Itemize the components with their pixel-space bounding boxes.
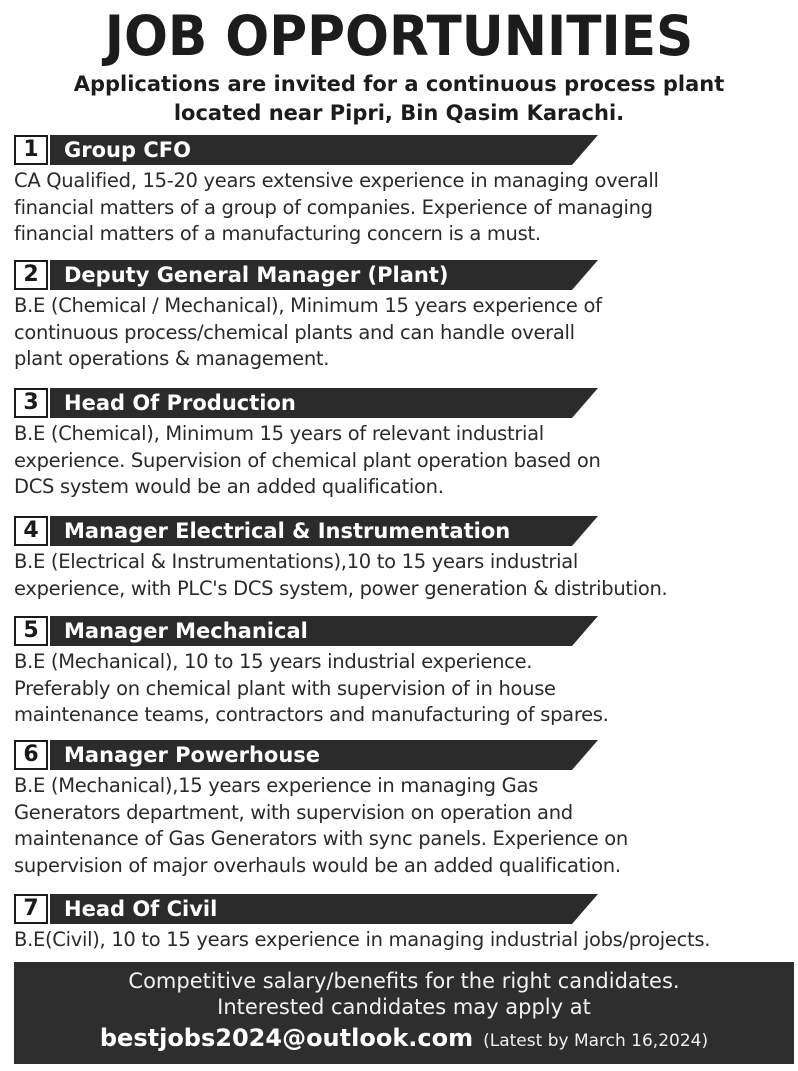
job-listing-1 <box>14 135 794 248</box>
intro-text <box>0 70 798 128</box>
job-title: Head Of Civil <box>64 897 218 921</box>
job-header <box>14 516 794 546</box>
job-number: 6 <box>14 740 48 770</box>
job-description: CA Qualified, 15-20 years extensive experience in managing overall financial matters of a group of companies. Experience of managing financial matters of a manufacturing concern is a must. <box>14 169 659 245</box>
job-description: B.E (Mechanical),15 years experience in managing Gas Generators department, with supervision on operation and maintenance of Gas Generators with sync panels. Experience on supervision of major overhauls would be an added qualification. <box>14 774 628 877</box>
job-header <box>14 616 794 646</box>
intro-line-2: located near Pipri, Bin Qasim Karachi. <box>173 101 625 125</box>
job-title: Group CFO <box>64 138 191 162</box>
job-header <box>14 135 794 165</box>
apply-email-link[interactable]: bestjobs2024@outlook.com <box>99 1024 474 1052</box>
job-description: B.E (Chemical / Mechanical), Minimum 15 years experience of continuous process/chemical plants and can handle overall plant operations & management. <box>14 294 602 370</box>
job-number: 4 <box>14 516 48 546</box>
job-header <box>14 388 794 418</box>
intro-line-1: Applications are invited for a continuous process plant <box>73 72 725 96</box>
job-listing-3 <box>14 388 794 501</box>
job-description: B.E (Mechanical), 10 to 15 years industrial experience. Preferably on chemical plant with supervision of in house maintenance teams, contractors and manufacturing of spares. <box>14 650 609 726</box>
footer-benefits-text: Competitive salary/benefits for the right candidates. <box>128 969 680 993</box>
job-listing-2 <box>14 260 794 373</box>
job-listing-7 <box>14 894 794 954</box>
job-listing-5 <box>14 616 794 729</box>
job-title: Manager Powerhouse <box>64 743 321 767</box>
footer-apply-text: Interested candidates may apply at <box>217 995 591 1019</box>
job-listing-6 <box>14 740 794 879</box>
deadline-text: (Latest by March 16,2024) <box>483 1031 709 1051</box>
footer-contact <box>14 1024 794 1052</box>
job-number: 7 <box>14 894 48 924</box>
footer-panel <box>14 962 794 1064</box>
job-description: B.E(Civil), 10 to 15 years experience in managing industrial jobs/projects. <box>14 928 711 951</box>
job-listing-4 <box>14 516 794 602</box>
job-number: 2 <box>14 260 48 290</box>
job-title: Manager Electrical & Instrumentation <box>64 519 511 543</box>
job-header <box>14 740 794 770</box>
job-description: B.E (Electrical & Instrumentations),10 to 15 years industrial experience, with PLC's DCS system, power generation & distribution. <box>14 550 668 600</box>
headline: JOB OPPORTUNITIES <box>104 4 694 68</box>
job-header <box>14 894 794 924</box>
job-title: Deputy General Manager (Plant) <box>64 263 449 287</box>
job-header <box>14 260 794 290</box>
job-description: B.E (Chemical), Minimum 15 years of relevant industrial experience. Supervision of chemical plant operation based on DCS system would be an added qualification. <box>14 422 601 498</box>
job-number: 5 <box>14 616 48 646</box>
job-number: 1 <box>14 135 48 165</box>
job-title: Head Of Production <box>64 391 296 415</box>
job-title: Manager Mechanical <box>64 619 308 643</box>
job-number: 3 <box>14 388 48 418</box>
